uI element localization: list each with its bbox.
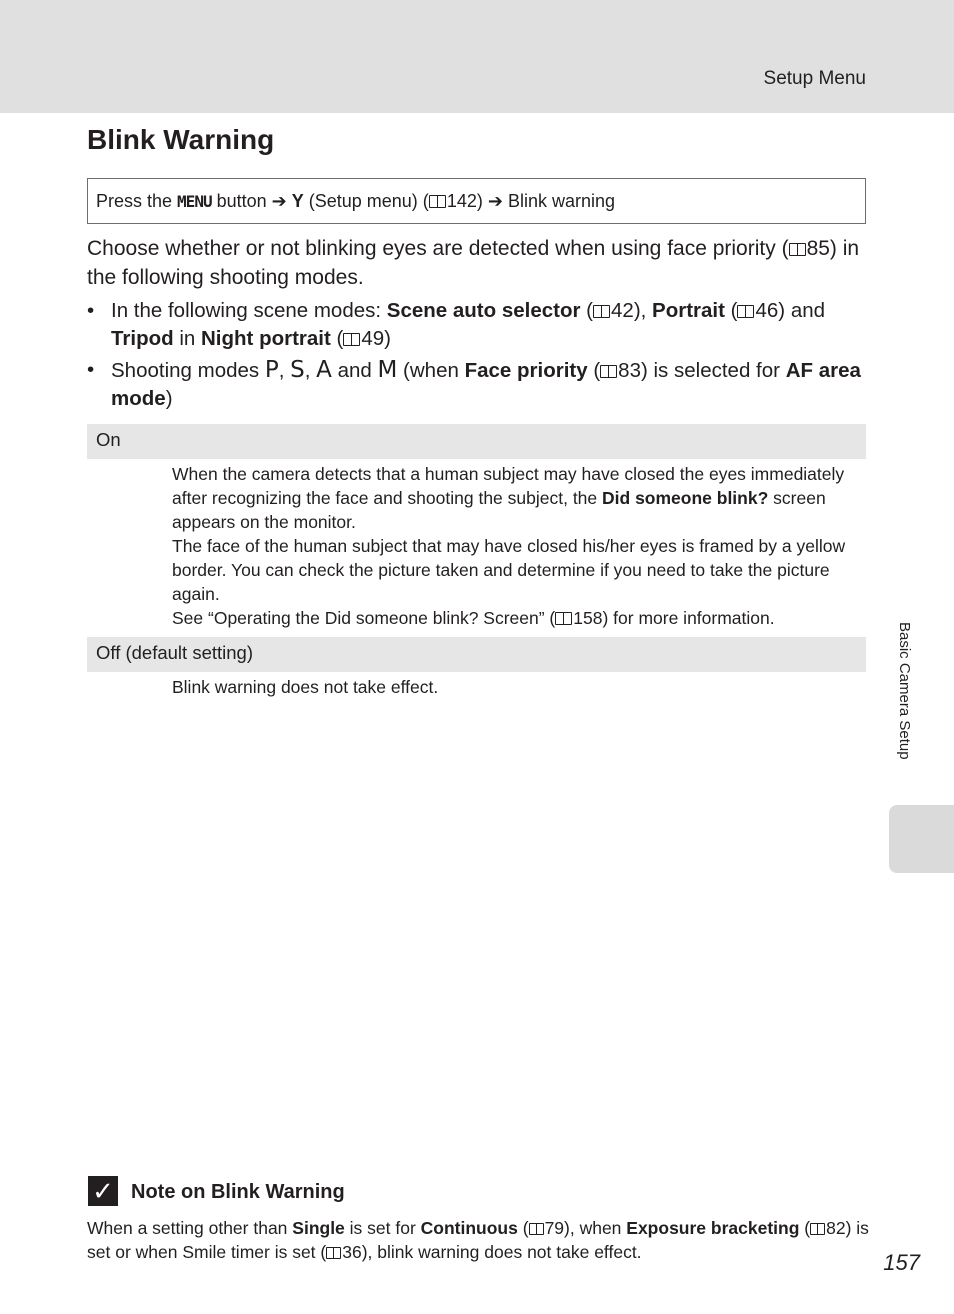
text: ), (633, 299, 653, 322)
side-tab-block (889, 805, 954, 873)
page-title: Blink Warning (87, 124, 275, 155)
page-ref-icon (343, 333, 360, 346)
page-ref-icon (737, 305, 754, 318)
list-item (87, 356, 877, 413)
wrench-icon: Y (291, 191, 304, 211)
intro-paragraph (87, 234, 872, 292)
option-row-off (87, 637, 866, 672)
checkmark-icon: ✓ (88, 1176, 118, 1206)
menu-path-box (87, 178, 866, 224)
strong-text: Single (292, 1218, 345, 1238)
page-ref: 42 (611, 299, 634, 322)
page-ref: 79 (544, 1218, 565, 1238)
intro-text-end: ) in the following shooting modes. (87, 237, 860, 289)
text: is set for (344, 1218, 421, 1238)
text: ), when (564, 1218, 627, 1238)
text: ( (580, 299, 594, 322)
strong-text: Night portrait (201, 327, 331, 350)
bullet-icon: • (87, 358, 95, 381)
mode-p-icon: P (264, 357, 279, 383)
text: (when (397, 359, 465, 382)
text: , (278, 359, 291, 382)
text: and (331, 359, 378, 382)
intro-ref: 85 (806, 237, 830, 260)
description-paragraph: The face of the human subject that may have closed his/her eyes is framed by a yellow border. You can check the picture taken and determine if you need to take the picture again. (172, 536, 846, 604)
strong-text: Tripod (111, 327, 174, 350)
text: ) and (778, 299, 826, 322)
nav-setup-ref: 142 (446, 191, 477, 211)
page-ref: 82 (826, 1218, 846, 1238)
page-ref-icon (789, 243, 806, 256)
page-ref-icon (600, 365, 617, 378)
page-ref: 36 (342, 1242, 362, 1262)
page-ref: 49 (361, 327, 385, 350)
text: When the camera detects that a human subject may have closed the eyes immediately after recognizing the face and shooting the subject, the (172, 464, 845, 508)
strong-text: Face priority (464, 359, 588, 382)
page-ref-icon (326, 1247, 341, 1259)
page-ref-icon (593, 305, 610, 318)
text: ( (587, 359, 601, 382)
option-row-on (87, 424, 866, 459)
mode-a-icon: A (316, 357, 332, 383)
option-description-on (172, 462, 862, 630)
page-ref: 83 (618, 359, 641, 382)
page-ref-icon (429, 195, 446, 208)
mode-m-icon: M (377, 357, 398, 383)
option-label-on: On (96, 429, 121, 450)
section-name: Setup Menu (763, 68, 866, 89)
nav-target: Blink warning (502, 191, 616, 211)
page-ref-icon (555, 612, 572, 625)
nav-setup-text: (Setup menu) ( (303, 191, 429, 211)
page-number: 157 (883, 1250, 920, 1275)
text: When a setting other than (87, 1218, 293, 1238)
strong-text: Did someone blink? (602, 488, 769, 508)
text: ) is set or when Smile timer is set ( (87, 1218, 869, 1262)
text: in (173, 327, 201, 350)
mode-list (87, 297, 877, 416)
list-item (87, 297, 877, 353)
strong-text: Continuous (420, 1218, 518, 1238)
intro-text: Choose whether or not blinking eyes are detected when using face priority ( (87, 237, 789, 260)
side-tab-label: Basic Camera Setup (896, 622, 913, 760)
text: ( (799, 1218, 811, 1238)
text: screen appears on the monitor. (172, 488, 826, 532)
mode-s-icon: S (290, 357, 305, 383)
menu-button-glyph: MENU (177, 192, 212, 211)
arrow-right-icon: ➔ (487, 191, 503, 211)
note-title: Note on Blink Warning (131, 1181, 345, 1203)
page-ref-icon (529, 1223, 544, 1235)
text: In the following scene modes: (111, 299, 387, 322)
nav-button-text: button (211, 191, 272, 211)
text: ), blink warning does not take effect. (361, 1242, 642, 1262)
description-paragraph (172, 462, 862, 534)
strong-text: Portrait (652, 299, 725, 322)
text: ( (330, 327, 344, 350)
bullet-icon: • (87, 299, 95, 322)
text: ) is selected for (640, 359, 786, 382)
text: , (304, 359, 317, 382)
text: Shooting modes (111, 359, 265, 382)
nav-prefix: Press the (96, 191, 178, 211)
strong-text: Scene auto selector (386, 299, 581, 322)
page-ref: 46 (755, 299, 779, 322)
page-ref: 158 (573, 608, 603, 628)
text: ( (517, 1218, 529, 1238)
text: See “Operating the Did someone blink? Screen” ( (172, 608, 556, 628)
text: ) (165, 387, 173, 410)
text: ( (724, 299, 738, 322)
option-label-off: Off (default setting) (96, 642, 253, 663)
description-paragraph (172, 606, 862, 630)
strong-text: AF area mode (111, 359, 861, 410)
arrow-right-icon: ➔ (271, 191, 287, 211)
text: ) for more information. (602, 608, 775, 628)
strong-text: Exposure bracketing (626, 1218, 800, 1238)
nav-close: ) (476, 191, 488, 211)
note-text (87, 1216, 877, 1264)
option-description-off: Blink warning does not take effect. (172, 677, 439, 697)
page-ref-icon (810, 1223, 825, 1235)
header-band (0, 0, 954, 113)
text: ) (384, 327, 391, 350)
